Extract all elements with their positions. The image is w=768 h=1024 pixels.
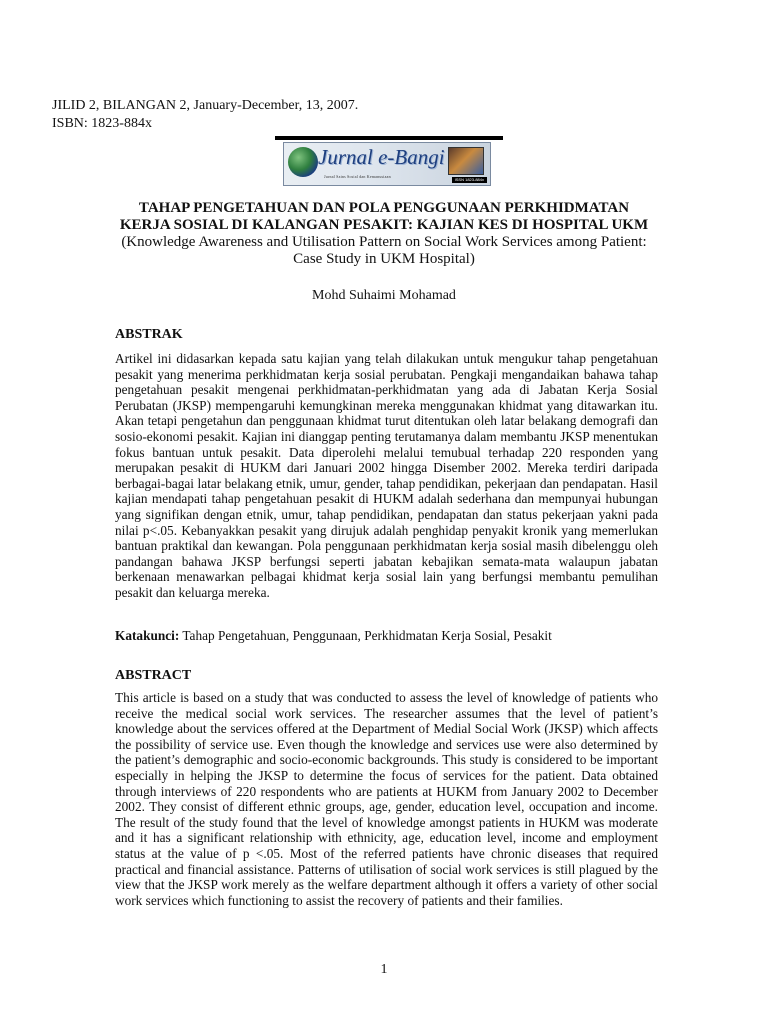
- journal-issue-line: JILID 2, BILANGAN 2, January-December, 13, 2007.: [52, 98, 359, 113]
- logo-subtitle: Jurnal Sains Sosial dan Kemanusiaan: [324, 174, 391, 179]
- author-name: Mohd Suhaimi Mohamad: [312, 288, 456, 303]
- journal-info: [52, 97, 358, 133]
- article-title: [100, 200, 668, 268]
- page-number: 1: [380, 962, 388, 977]
- abstrak-paragraph: Artikel ini didasarkan kepada satu kajian yang telah dilakukan untuk mengukur tahap pengetahuan pesakit yang menerima perkhidmatan kerja sosial perubatan. Pengkaji mengandaikan bahawa tahap pengetahuan pesakit mengenai perkhidmatan-perkhidmatan yang ada di Jabatan Kerja Sosial Perubatan (JKSP) mempengaruhi kemungkinan mereka menggunakan khidmat yang ditawarkan itu. Akan tetapi pengetahun dan penggunaan khidmat turut ditentukan oleh latar belakang demografi dan sosio-ekonomi pesakit. Kajian ini dianggap penting terutamanya dalam membantu JKSP menentukan fokus bantuan untuk pesakit. Data diperolehi melalui temubual terhadap 220 responden yang merupakan pesakit di HUKM dari Januari 2002 hingga Disember 2002. Mereka terdiri daripada berbagai-bagai latar belakang etnik, umur, gender, tahap pendidikan, pekerjaan dan pendapatan. Hasil kajian mendapati tahap pengetahuan pesakit di HUKM adalah sederhana dan mempunyai hubungan yang signifikan dengan etnik, umur, tahap pendidikan, pendapatan dan status pekerjaan yakni pada nilai p<.05. Kebanyakkan pesakit yang dirujuk adalah penghidap penyakit kronik yang memerlukan bantuan praktikal dan kewangan. Pola penggunaan perkhidmatan kerja sosial masih dibelenggu oleh pandangan bahawa JKSP berfungsi seperti jabatan kebajikan semata-mata walaupun jabatan berkenaan menawarkan pelbagai khidmat kerja sosial lain yang berfungsi membantu pemulihan pesakit dan keluarga mereka.: [115, 351, 658, 600]
- abstract-heading: ABSTRACT: [115, 668, 192, 683]
- journal-cover-image: [448, 147, 484, 175]
- logo-title: Jurnal e-Bangi: [318, 145, 445, 169]
- keywords-line: [115, 628, 658, 644]
- abstract-paragraph: This article is based on a study that was conducted to assess the level of knowledge of patients who receive the medical social work services. The researcher assumes that the level of patient’s knowledge about the services offered at the Department of Medial Social Work (JKSP) which affects the possibility of service use. Even though the knowledge and services use were also determined by the patient’s demographic and socio-economic backgrounds. This study is considered to be important especially in helping the JKSP to determine the focus of services for the patient. Data obtained through interviews of 220 respondents who are patients at HUKM from January 2002 to December 2002. They consist of different ethnic groups, age, gender, education level, occupation and income. The result of the study found that the level of knowledge amongst patients in HUKM was moderate and it has a significant relationship with ethnicity, age, education level, income and employment status at the value of p <.05. Most of the referred patients have chronic diseases that required practical and financial assistance. Patterns of utilisation of social work services is still plagued by the view that the JKSP work merely as the welfare department although it offers a variety of other social work services which functioning to assist the recovery of patients and their families.: [115, 690, 658, 908]
- malay-title-line-1: TAHAP PENGETAHUAN DAN POLA PENGGUNAAN PERKHIDMATAN: [138, 200, 630, 216]
- logo-issn-badge: ISSN 1823-884x: [452, 177, 487, 183]
- journal-logo: [283, 142, 491, 186]
- keywords-label: Katakunci:: [115, 628, 180, 643]
- logo-divider: [275, 136, 503, 140]
- journal-isbn-line: ISBN: 1823-884x: [52, 116, 152, 131]
- keywords-text: Tahap Pengetahuan, Penggunaan, Perkhidmatan Kerja Sosial, Pesakit: [179, 628, 552, 643]
- english-title-line-2: Case Study in UKM Hospital): [293, 251, 475, 267]
- malay-title-line-2: KERJA SOSIAL DI KALANGAN PESAKIT: KAJIAN KES DI HOSPITAL UKM: [119, 217, 649, 233]
- abstrak-heading: ABSTRAK: [115, 327, 183, 342]
- globe-icon: [288, 147, 318, 177]
- english-title-line-1: (Knowledge Awareness and Utilisation Pattern on Social Work Services among Patient:: [121, 234, 647, 250]
